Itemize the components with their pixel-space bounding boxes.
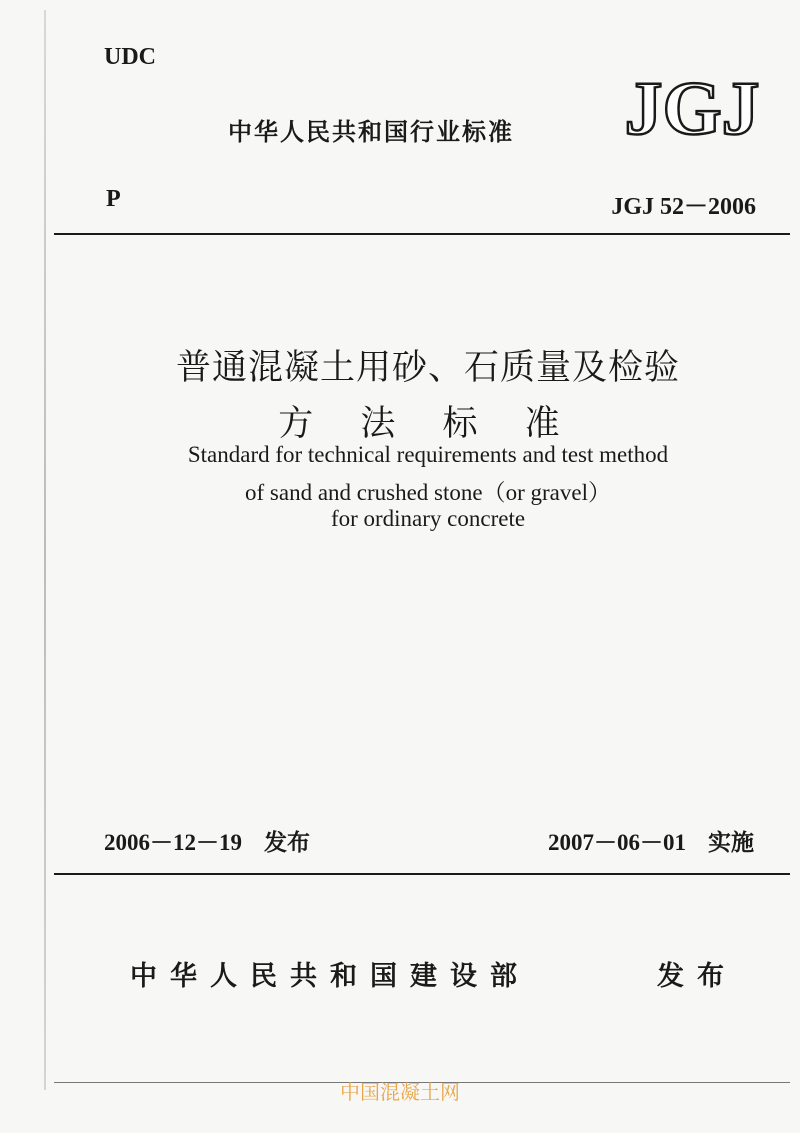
category-code: P — [106, 186, 121, 212]
publish-label: 发布 — [657, 961, 737, 992]
watermark: 中国混凝土网 — [340, 1080, 460, 1104]
standard-number: JGJ 52－2006 — [611, 194, 756, 220]
bottom-divider — [54, 873, 790, 875]
chinese-title-line2: 方 法 标 准 — [278, 404, 578, 444]
jgj-logo-text: JGJ — [624, 72, 760, 142]
implementation-label: 实施 — [708, 830, 754, 856]
issue-label: 发布 — [264, 830, 310, 856]
page-edge — [44, 10, 46, 1090]
english-title-line2: of sand and crushed stone（or gravel） — [245, 480, 611, 505]
issue-date — [104, 824, 310, 857]
publisher: 中华人民共和国建设部 — [130, 961, 530, 992]
issue-date-value: 2006－12－19 — [104, 830, 242, 855]
implementation-date — [548, 824, 754, 857]
implementation-date-value: 2007－06－01 — [548, 830, 686, 855]
industry-standard-title: 中华人民共和国行业标准 — [228, 118, 514, 146]
top-divider — [54, 233, 790, 235]
chinese-title-line1: 普通混凝土用砂、石质量及检验 — [175, 348, 680, 388]
udc-label: UDC — [104, 44, 156, 70]
jgj-logo — [624, 72, 760, 142]
english-title-line3: for ordinary concrete — [330, 506, 526, 531]
english-title-line1: Standard for technical requirements and test method — [187, 442, 669, 467]
